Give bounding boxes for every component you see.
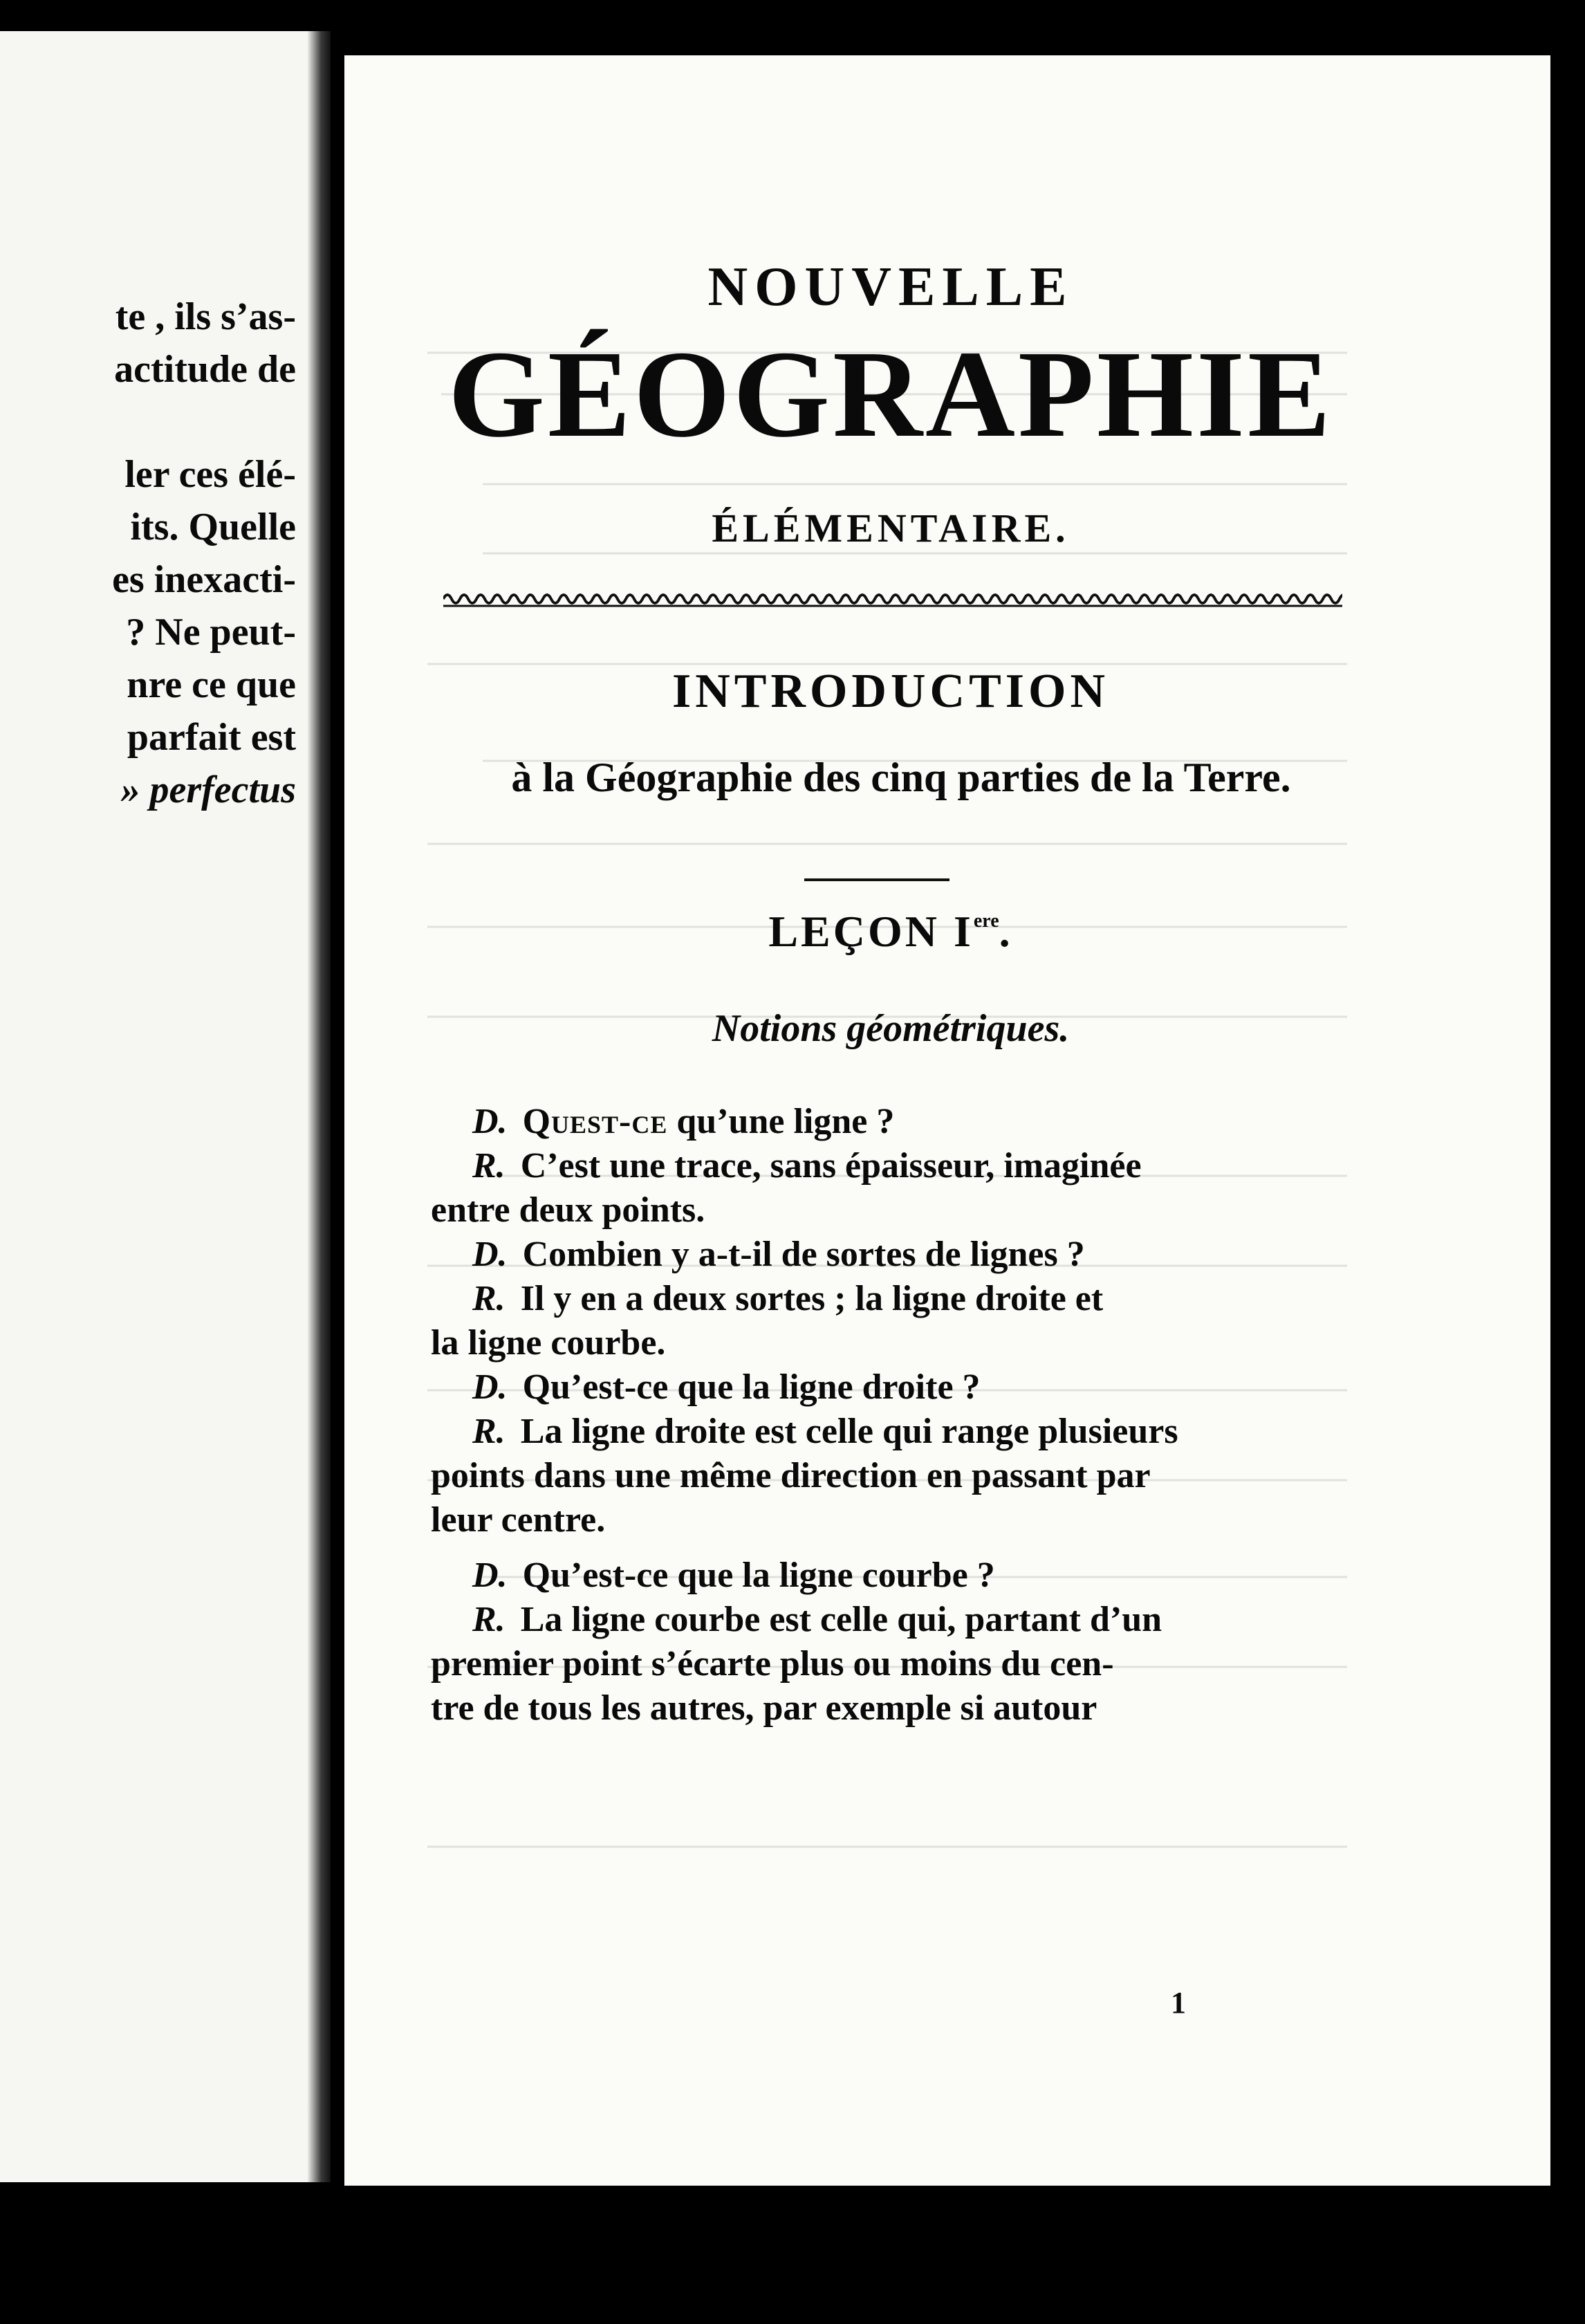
left-line: actitude de	[114, 348, 296, 391]
question-text: qu’une ligne ?	[667, 1102, 895, 1141]
question-line	[431, 1553, 1351, 1598]
left-line: » perfectus	[120, 768, 296, 811]
lecon-superscript: ere	[973, 910, 999, 932]
page-number: 1	[1171, 1986, 1186, 2020]
left-line: es inexacti-	[112, 558, 296, 601]
left-line: its. Quelle	[130, 506, 296, 548]
right-page	[344, 55, 1550, 2186]
answer-text: Il y en a deux sortes ; la ligne droite et	[520, 1279, 1104, 1318]
answer-line: la ligne courbe.	[431, 1323, 666, 1363]
question-label: D.	[472, 1102, 508, 1141]
answer-line	[431, 1598, 1351, 1642]
question-text: Combien y a-t-il de sortes de lignes ?	[522, 1235, 1085, 1274]
title-geographie: GÉOGRAPHIE	[447, 325, 1334, 463]
answer-text: La ligne courbe est celle qui, partant d’un	[520, 1600, 1162, 1639]
left-line	[0, 396, 296, 448]
title-nouvelle: NOUVELLE	[707, 257, 1074, 317]
answer-line	[431, 1277, 1351, 1321]
page-gutter	[307, 31, 331, 2182]
answer-line: premier point s’écarte plus ou moins du cen-	[431, 1644, 1114, 1684]
question-label: D.	[472, 1367, 508, 1407]
question-label: D.	[472, 1235, 508, 1274]
answer-label: R.	[472, 1279, 506, 1318]
section-rule	[804, 878, 949, 881]
left-line: te , ils s’as-	[115, 295, 296, 338]
title-elementaire: ÉLÉMENTAIRE.	[712, 506, 1070, 551]
introduction-subtitle: à la Géographie des cinq parties de la Terre.	[511, 755, 1291, 800]
question-text: Qu’est-ce que la ligne droite ?	[522, 1367, 981, 1407]
question-line	[431, 1100, 1351, 1144]
left-facing-page	[0, 31, 331, 2182]
left-line: ler ces élé-	[124, 453, 296, 496]
lecon-dot: .	[999, 907, 1013, 956]
answer-text: C’est une trace, sans épaisseur, imaginée	[520, 1146, 1142, 1186]
decorative-wavy-rule	[443, 588, 1342, 616]
left-line: nre ce que	[127, 663, 296, 706]
question-line	[431, 1233, 1351, 1277]
left-page-text	[0, 290, 296, 816]
question-label: D.	[472, 1556, 508, 1595]
lecon-heading	[431, 906, 1351, 957]
answer-line: leur centre.	[431, 1500, 606, 1540]
answer-label: R.	[472, 1600, 506, 1639]
question-answer-block	[431, 1100, 1351, 1731]
left-line: parfait est	[127, 716, 296, 759]
answer-text: La ligne droite est celle qui range plusieurs	[520, 1412, 1178, 1451]
left-line: ? Ne peut-	[126, 611, 296, 654]
lecon-title: LEÇON I	[768, 907, 974, 956]
answer-line	[431, 1144, 1351, 1188]
answer-label: R.	[472, 1412, 506, 1451]
paragraph-gap	[431, 1542, 1351, 1553]
question-caps: Quest-ce	[522, 1102, 668, 1141]
introduction-heading: INTRODUCTION	[671, 665, 1110, 718]
answer-label: R.	[472, 1146, 506, 1186]
question-line	[431, 1365, 1351, 1410]
answer-line: entre deux points.	[431, 1190, 705, 1230]
answer-line: points dans une même direction en passant par	[431, 1456, 1151, 1495]
answer-line: tre de tous les autres, par exemple si autour	[431, 1688, 1097, 1728]
answer-line	[431, 1410, 1351, 1454]
question-text: Qu’est-ce que la ligne courbe ?	[522, 1556, 995, 1595]
lecon-subtitle: Notions géométriques.	[712, 1007, 1070, 1050]
